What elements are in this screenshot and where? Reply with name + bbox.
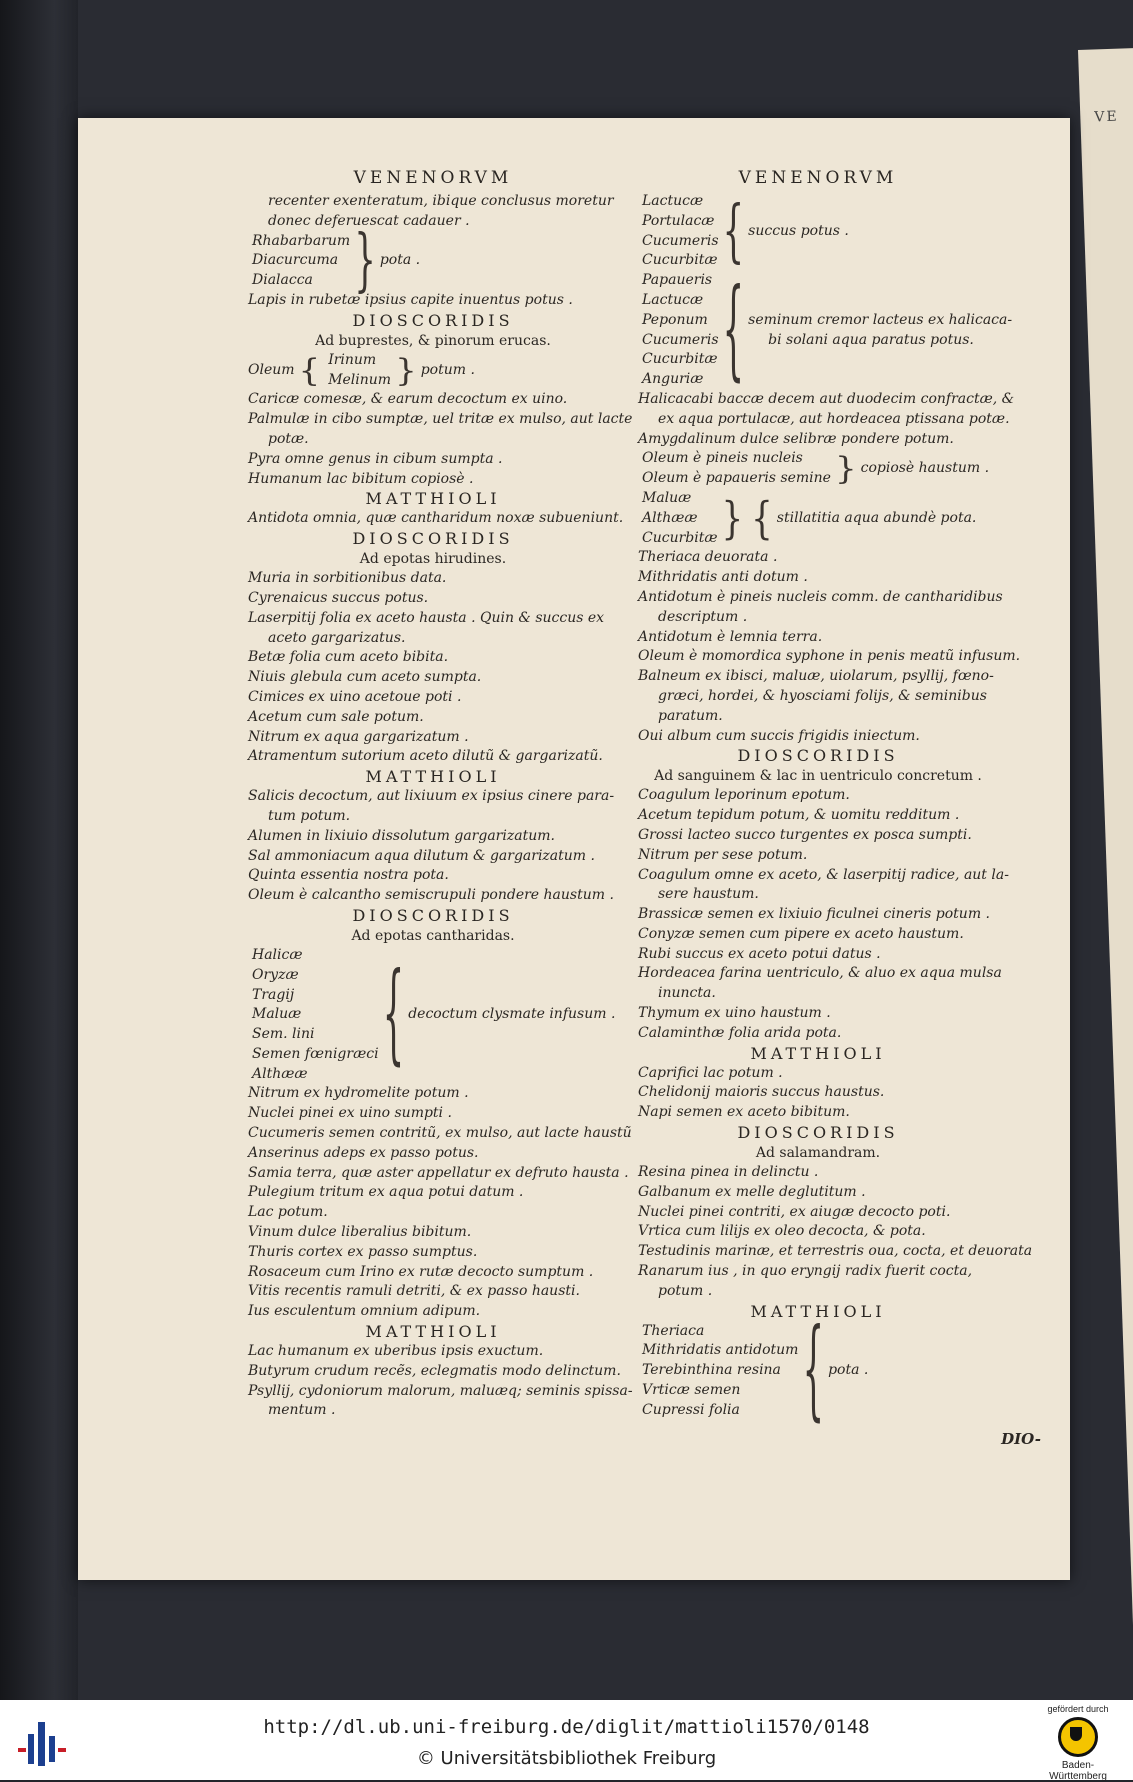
text-line: descriptum . bbox=[658, 608, 748, 625]
text-line: Galbanum ex melle deglutitum . bbox=[638, 1183, 866, 1200]
brace-item: Anguriæ bbox=[642, 371, 704, 388]
brace-item: Althææ bbox=[252, 1065, 308, 1082]
brace-item: Halicæ bbox=[252, 946, 303, 963]
section-heading: MATTHIOLI bbox=[365, 1322, 501, 1342]
sponsor-badge bbox=[1033, 1704, 1123, 1782]
text-line: Ius esculentum omnium adipum. bbox=[248, 1303, 481, 1320]
text-line: Brassicæ semen ex lixiuio ficulnei cineris potum . bbox=[638, 906, 990, 923]
text-line: paratum. bbox=[658, 707, 723, 724]
brace-note: seminum cremor lacteus ex halicaca- bbox=[748, 311, 1013, 328]
text-line: Samia terra, quæ aster appellatur ex defruto hausta . bbox=[248, 1164, 629, 1181]
text-line: Caricæ comesæ, & earum decoctum ex uino. bbox=[248, 391, 568, 408]
brace-item: Cucumeris bbox=[642, 331, 719, 348]
text-line: Cyrenaicus succus potus. bbox=[248, 589, 429, 606]
brace-lead: Oleum bbox=[248, 361, 295, 378]
text-line: Conyzæ semen cum pipere ex aceto haustum. bbox=[638, 925, 964, 942]
text-line: Napi semen ex aceto bibitum. bbox=[638, 1104, 850, 1121]
text-line: Coagulum leporinum epotum. bbox=[638, 787, 850, 804]
section-heading: DIOSCORIDIS bbox=[352, 310, 514, 330]
brace-note: stillatitia aqua abundè pota. bbox=[776, 509, 977, 526]
brace-item: Sem. lini bbox=[252, 1026, 315, 1043]
book-binding bbox=[0, 0, 78, 1700]
text-line: Acetum tepidum potum, & uomitu redditum . bbox=[638, 807, 960, 824]
text-line: Oleum è calcantho semiscrupuli pondere haustum . bbox=[248, 887, 614, 904]
text-line: potum . bbox=[658, 1282, 713, 1299]
brace-icon: } bbox=[354, 221, 376, 302]
sponsor-caption: gefördert durch bbox=[1047, 1704, 1109, 1714]
text-line: Halicacabi baccæ decem aut duodecim confractæ, & bbox=[638, 390, 1015, 407]
brace-item: Oleum è pineis nucleis bbox=[642, 450, 803, 467]
text-line: potæ. bbox=[268, 430, 309, 447]
brace-item: Oleum è papaueris semine bbox=[642, 470, 831, 487]
brace-note: copiosè haustum . bbox=[860, 460, 990, 477]
brace-item: Cucurbitæ bbox=[642, 529, 718, 546]
brace-note: bi solani aqua paratus potus. bbox=[768, 331, 974, 348]
section-heading: DIOSCORIDIS bbox=[352, 905, 514, 925]
section-heading: MATTHIOLI bbox=[750, 1043, 886, 1063]
text-line: Nitrum ex aqua gargarizatum . bbox=[248, 728, 469, 745]
text-line: sere haustum. bbox=[658, 886, 759, 903]
brace-note: succus potus . bbox=[748, 222, 849, 239]
brace-item: Cucurbitæ bbox=[642, 351, 718, 368]
text-line: Nitrum ex hydromelite potum . bbox=[248, 1085, 469, 1102]
text-line: græci, hordei, & hyosciami folijs, & seminibus bbox=[658, 687, 987, 704]
brace-item: Lactucæ bbox=[642, 193, 704, 209]
text-line: Ranarum ius , in quo eryngij radix fuerit cocta, bbox=[638, 1263, 973, 1280]
section-heading: MATTHIOLI bbox=[365, 489, 501, 509]
brace-group bbox=[248, 946, 618, 1085]
brace-group bbox=[638, 449, 998, 489]
text-line: Oleum è momordica syphone in penis meatũ infusum. bbox=[638, 648, 1021, 665]
brace-item: Cucurbitæ bbox=[642, 252, 718, 269]
section-heading: DIOSCORIDIS bbox=[737, 1123, 899, 1143]
brace-item: Rhabarbarum bbox=[252, 232, 351, 249]
text-line: mentum . bbox=[268, 1402, 336, 1419]
text-line: Nitrum per sese potum. bbox=[638, 846, 808, 863]
text-line: Rubi succus ex aceto potui datus . bbox=[638, 945, 881, 962]
brace-icon: } bbox=[395, 352, 417, 389]
text-line: Nuclei pinei ex uino sumpti . bbox=[248, 1105, 452, 1122]
brace-note: potum . bbox=[420, 361, 475, 378]
text-line: Cucumeris semen contritũ, ex mulso, aut lacte haustũ bbox=[248, 1125, 632, 1142]
brace-item: Papaueris bbox=[642, 272, 713, 289]
text-line: Antidotum è pineis nucleis comm. de cantharidibus bbox=[638, 588, 1003, 605]
text-line: Butyrum crudum recẽs, eclegmatis modo delinctum. bbox=[248, 1362, 621, 1379]
brace-item: Theriaca bbox=[642, 1322, 705, 1339]
text-line: Sal ammoniacum aqua dilutum & gargarizatum . bbox=[248, 847, 595, 864]
brace-group bbox=[248, 351, 618, 391]
state-seal-icon bbox=[1058, 1717, 1098, 1757]
brace-item: Maluæ bbox=[642, 489, 692, 506]
text-line: Lapis in rubetæ ipsius capite inuentus potus . bbox=[248, 291, 573, 308]
section-subheading: Ad epotas hirudines. bbox=[359, 551, 507, 568]
text-line: tum potum. bbox=[268, 807, 351, 824]
copyright-notice: © Universitätsbibliothek Freiburg bbox=[416, 1748, 717, 1769]
text-line: Anserinus adeps ex passo potus. bbox=[248, 1144, 479, 1161]
brace-icon: } bbox=[721, 492, 744, 545]
text-line: Quinta essentia nostra pota. bbox=[248, 867, 449, 884]
text-line: Lac humanum ex uberibus ipsis exuctum. bbox=[248, 1343, 544, 1360]
text-line: Palmulæ in cibo sumptæ, uel tritæ ex mulso, aut lacte bbox=[248, 411, 633, 428]
brace-item: Cucumeris bbox=[642, 232, 719, 249]
text-line: Antidota omnia, quæ cantharidum noxæ subueniunt. bbox=[248, 510, 624, 527]
facing-page-running-head: VE bbox=[1094, 108, 1119, 126]
running-head-left: VENENORVM bbox=[353, 168, 513, 188]
brace-item: Dialacca bbox=[252, 272, 313, 289]
brace-item: Peponum bbox=[642, 311, 708, 328]
text-line: Vinum dulce liberalius bibitum. bbox=[248, 1224, 472, 1241]
text-line: inuncta. bbox=[658, 985, 716, 1002]
text-line: Caprifici lac potum . bbox=[638, 1064, 783, 1081]
text-line: Thymum ex uino haustum . bbox=[638, 1005, 831, 1022]
text-line: Antidotum è lemnia terra. bbox=[638, 628, 823, 645]
brace-item: Tragij bbox=[252, 986, 295, 1003]
text-line: Cimices ex uino acetoue poti . bbox=[248, 688, 462, 705]
section-subheading: Ad buprestes, & pinorum erucas. bbox=[315, 332, 551, 349]
text-line: Acetum cum sale potum. bbox=[248, 708, 424, 725]
section-subheading: Ad sanguinem & lac in uentriculo concretum . bbox=[654, 768, 982, 785]
brace-item: Maluæ bbox=[252, 1006, 302, 1023]
section-heading: DIOSCORIDIS bbox=[737, 746, 899, 766]
text-line: Niuis glebula cum aceto sumpta. bbox=[248, 669, 482, 686]
brace-group bbox=[638, 266, 1013, 395]
brace-icon: { bbox=[722, 191, 745, 272]
brace-icon: { bbox=[751, 492, 773, 545]
brace-icon: { bbox=[298, 352, 321, 389]
section-subheading: Ad salamandram. bbox=[755, 1145, 881, 1162]
brace-icon: } bbox=[834, 451, 857, 488]
text-line: Amygdalinum dulce selibræ pondere potum. bbox=[638, 430, 954, 447]
text-line: Grossi lacteo succo turgentes ex posca sumpti. bbox=[638, 826, 972, 843]
sponsor-name: Baden-Württemberg bbox=[1049, 1760, 1107, 1782]
viewer-footer bbox=[0, 1700, 1133, 1780]
section-heading: MATTHIOLI bbox=[750, 1301, 886, 1321]
permalink-url[interactable]: http://dl.ub.uni-freiburg.de/diglit/mattioli1570/0148 bbox=[263, 1716, 870, 1738]
text-line: Laserpitij folia ex aceto hausta . Quin & succus ex bbox=[248, 609, 605, 626]
brace-note: decoctum clysmate infusum . bbox=[408, 1006, 616, 1023]
text-line: Vitis recentis ramuli detriti, & ex passo hausti. bbox=[248, 1283, 580, 1300]
text-line: Calaminthæ folia arida pota. bbox=[638, 1024, 842, 1041]
brace-item: Melinum bbox=[328, 371, 392, 388]
brace-item: Irinum bbox=[328, 351, 377, 368]
brace-note: pota . bbox=[379, 252, 421, 269]
text-line: Oui album cum succis frigidis iniectum. bbox=[638, 727, 920, 744]
brace-item: Vrticæ semen bbox=[642, 1382, 741, 1399]
brace-item: Cupressi folia bbox=[642, 1401, 740, 1418]
text-line: Thuris cortex ex passo sumptus. bbox=[248, 1243, 478, 1260]
section-heading: MATTHIOLI bbox=[365, 767, 501, 787]
brace-icon: { bbox=[722, 266, 745, 395]
text-line: Salicis decoctum, aut lixiuum ex ipsius cinere para- bbox=[248, 788, 615, 805]
brace-item: Lactucæ bbox=[642, 291, 704, 308]
text-line: Resina pinea in delinctu . bbox=[638, 1164, 819, 1181]
brace-item: Mithridatis antidotum bbox=[642, 1342, 799, 1359]
text-line: Theriaca deuorata . bbox=[638, 549, 778, 566]
text-line: Atramentum sutorium aceto dilutũ & gargarizatũ. bbox=[248, 748, 603, 765]
text-line: Balneum ex ibisci, maluæ, uiolarum, psyllij, fœno- bbox=[638, 668, 994, 685]
left-column bbox=[248, 168, 633, 1421]
brace-item: Portulacæ bbox=[642, 212, 715, 229]
text-line: ex aqua portulacæ, aut hordeacea ptissana potæ. bbox=[658, 410, 1010, 427]
text-line: aceto gargarizatus. bbox=[268, 629, 406, 646]
section-subheading: Ad epotas cantharidas. bbox=[351, 927, 515, 944]
text-line: Psyllij, cydoniorum malorum, maluæq; seminis spissa- bbox=[248, 1382, 633, 1399]
text-line: Betæ folia cum aceto bibita. bbox=[248, 649, 449, 666]
brace-item: Diacurcuma bbox=[252, 252, 339, 269]
section-heading: DIOSCORIDIS bbox=[352, 529, 514, 549]
text-line: Lac potum. bbox=[248, 1204, 328, 1221]
text-line: donec deferuescat cadauer . bbox=[268, 212, 470, 229]
text-line: Hordeacea farina uentriculo, & aluo ex aqua mulsa bbox=[638, 965, 1002, 982]
text-line: Pulegium tritum ex aqua potui datum . bbox=[248, 1184, 524, 1201]
brace-group bbox=[638, 192, 998, 271]
text-line: Pyra omne genus in cibum sumpta . bbox=[248, 450, 503, 467]
text-line: Nuclei pinei contriti, ex aiugæ decocto poti. bbox=[638, 1203, 951, 1220]
brace-item: Semen fœnigræci bbox=[252, 1045, 379, 1062]
text-line: Alumen in lixiuio dissolutum gargarizatum. bbox=[248, 827, 555, 844]
brace-item: Terebinthina resina bbox=[642, 1362, 781, 1379]
catchword: DIO- bbox=[1001, 1430, 1041, 1448]
text-line: Rosaceum cum Irino ex rutæ decocto sumptum . bbox=[248, 1263, 594, 1280]
brace-note: pota . bbox=[828, 1362, 869, 1379]
text-line: recenter exenteratum, ibique conclusus moretur bbox=[268, 193, 614, 209]
facing-page-edge bbox=[1078, 48, 1133, 1699]
text-line: Vrtica cum lilijs ex oleo decocta, & pota. bbox=[638, 1223, 926, 1240]
brace-item: Oryzæ bbox=[252, 966, 299, 983]
text-line: Mithridatis anti dotum . bbox=[638, 569, 808, 586]
brace-item: Althææ bbox=[642, 509, 698, 526]
right-column bbox=[638, 168, 1033, 1436]
brace-group bbox=[638, 489, 998, 548]
text-line: Testudinis marinæ, et terrestris oua, cocta, et deuorata bbox=[638, 1243, 1033, 1260]
brace-icon: { bbox=[802, 1307, 825, 1436]
brace-icon: { bbox=[382, 951, 405, 1080]
text-line: Humanum lac bibitum copiosè . bbox=[248, 470, 474, 487]
running-head-right: VENENORVM bbox=[738, 168, 898, 188]
text-line: Chelidonij maioris succus haustus. bbox=[638, 1084, 885, 1101]
text-line: Coagulum omne ex aceto, & laserpitij radice, aut la- bbox=[638, 866, 1009, 883]
text-line: Muria in sorbitionibus data. bbox=[248, 570, 447, 587]
